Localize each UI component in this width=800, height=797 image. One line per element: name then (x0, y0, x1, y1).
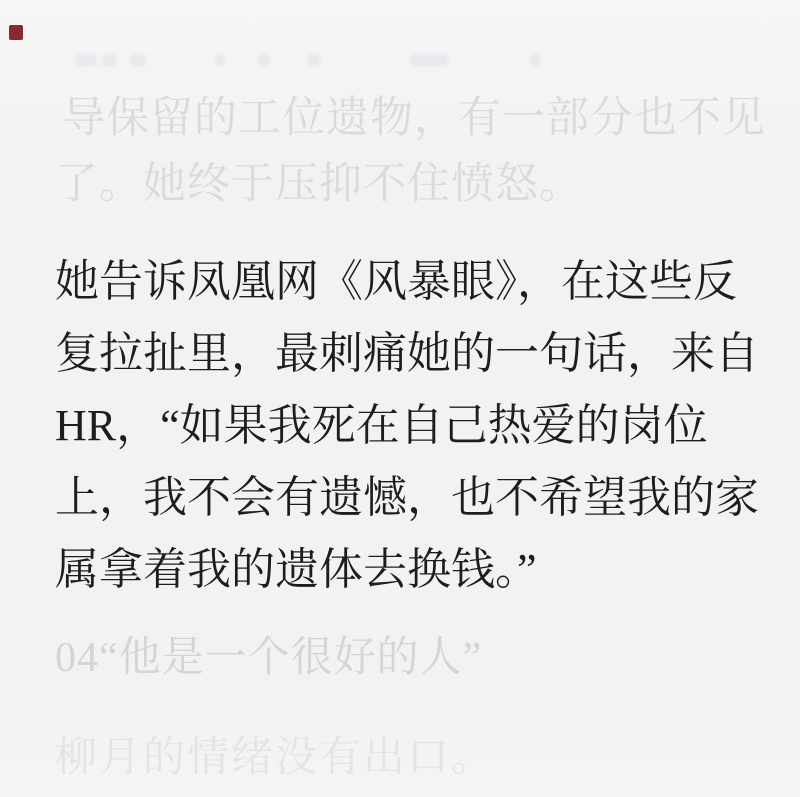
main-paragraph (55, 246, 759, 606)
red-corner-marker (9, 25, 23, 40)
faded-top-line: 导保留的工位遗物，有一部分也不见 (62, 95, 766, 142)
smudge-mark (410, 54, 448, 66)
faded-bottom-line: 柳月的情绪没有出口。 (55, 735, 496, 781)
main-paragraph-line: 属拿着我的遗体去换钱。” (55, 545, 537, 594)
smudge-mark (102, 54, 116, 66)
smudge-mark (130, 54, 146, 66)
smudge-mark (215, 54, 225, 66)
smudge-mark (75, 54, 97, 66)
faded-top-paragraph (55, 86, 766, 218)
main-paragraph-line: HR，“如果我死在自己热爱的岗位 (55, 401, 708, 450)
smudge-mark (308, 54, 320, 66)
main-paragraph-line: 上，我不会有遗憾，也不希望我的家 (55, 473, 759, 522)
faded-top-line: 了。她终于压抑不住愤怒。 (55, 161, 583, 208)
main-paragraph-line: 复拉扯里，最刺痛她的一句话，来自 (55, 329, 759, 378)
smudge-mark (258, 54, 270, 66)
faded-smudge-row (60, 54, 620, 67)
smudge-mark (530, 54, 540, 66)
faded-section-heading: 04“他是一个很好的人” (55, 635, 483, 681)
main-paragraph-line: 她告诉凤凰网《风暴眼》，在这些反 (55, 257, 737, 306)
